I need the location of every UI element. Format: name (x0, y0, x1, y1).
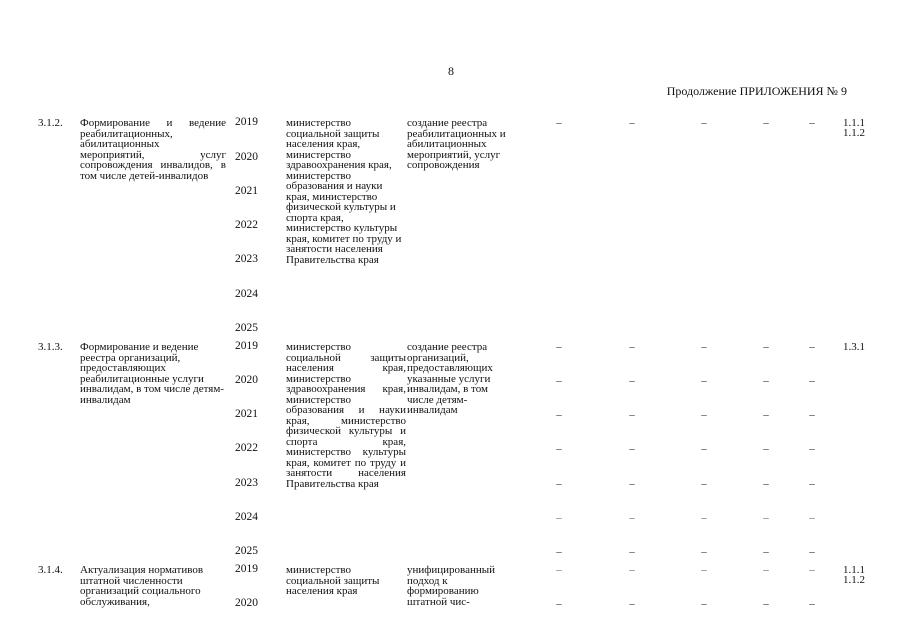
year: 2024 (235, 288, 258, 300)
dash: – (556, 443, 562, 455)
dash: – (701, 117, 707, 129)
dash: – (763, 564, 769, 576)
year: 2023 (235, 253, 258, 265)
continuation-title: Продолжение ПРИЛОЖЕНИЯ № 9 (666, 84, 847, 98)
year: 2019 (235, 340, 258, 352)
expected-result: унифицированный подход к формированию штатной чис- (407, 564, 496, 608)
dash: – (629, 512, 635, 524)
dash: – (809, 341, 815, 353)
dash: – (701, 341, 707, 353)
dash: – (556, 375, 562, 387)
activity-name: Актуализация нормативов штатной численности организаций социального обслуживания, (80, 564, 204, 608)
year: 2020 (235, 597, 258, 609)
dash: – (629, 341, 635, 353)
year: 2022 (235, 219, 258, 231)
responsible-executor: министерство социальной защиты населения края, министерство здравоохранения края, министерство образования и науки края, министерство физической культуры и спорта края, министерство культуры края, комитет по труду и занятости населения Правительства края (286, 341, 406, 490)
activity-name: Формирование и ведение реестра организаций, предоставляющих реабилитационные услуги инвалидам, в том числе детям-инвалидам (80, 341, 224, 406)
dash: – (556, 341, 562, 353)
year: 2024 (235, 511, 258, 523)
year: 2025 (235, 545, 258, 557)
row-number: 3.1.3. (38, 341, 63, 353)
year: 2021 (235, 408, 258, 420)
dash: – (629, 478, 635, 490)
activity-name: Формирование и ведение реабилитационных, абилитационных мероприятий, услуг сопровождения инвалидов, в том числе детей-инвалидов (80, 117, 226, 182)
dash: – (701, 375, 707, 387)
dash: – (763, 117, 769, 129)
indicator-ref: 1.1.2 (843, 574, 865, 586)
dash: – (629, 409, 635, 421)
year: 2023 (235, 477, 258, 489)
year: 2020 (235, 374, 258, 386)
dash: – (809, 443, 815, 455)
dash: – (556, 512, 562, 524)
dash: – (629, 443, 635, 455)
dash: – (763, 443, 769, 455)
indicator-ref: 1.1.1 (843, 117, 865, 129)
row-number: 3.1.2. (38, 117, 63, 129)
dash: – (556, 564, 562, 576)
dash: – (809, 375, 815, 387)
dash: – (701, 546, 707, 558)
dash: – (629, 598, 635, 610)
year: 2025 (235, 322, 258, 334)
year: 2021 (235, 185, 258, 197)
dash: – (763, 546, 769, 558)
dash: – (701, 598, 707, 610)
indicator-ref: 1.1.1 (843, 564, 865, 576)
year: 2019 (235, 116, 258, 128)
dash: – (701, 564, 707, 576)
dash: – (701, 409, 707, 421)
year: 2022 (235, 442, 258, 454)
expected-result: создание реестра реабилитационных и абилитационных мероприятий, услуг сопровождения (407, 117, 506, 171)
year: 2019 (235, 563, 258, 575)
dash: – (763, 478, 769, 490)
responsible-executor: министерство социальной защиты населения края, министерство здравоохранения края, министерство образования и науки края, министерство физической культуры и спорта края, министерство культуры края, комитет по труду и занятости населения Правительства края (286, 117, 402, 266)
dash: – (763, 598, 769, 610)
responsible-executor: министерство социальной защиты населения края (286, 564, 380, 597)
dash: – (556, 478, 562, 490)
dash: – (629, 546, 635, 558)
dash: – (809, 512, 815, 524)
dash: – (763, 409, 769, 421)
dash: – (809, 564, 815, 576)
dash: – (763, 512, 769, 524)
dash: – (701, 512, 707, 524)
year: 2020 (235, 151, 258, 163)
dash: – (629, 375, 635, 387)
dash: – (629, 117, 635, 129)
dash: – (809, 598, 815, 610)
row-number: 3.1.4. (38, 564, 63, 576)
indicator-ref: 1.1.2 (843, 127, 865, 139)
dash: – (556, 409, 562, 421)
dash: – (556, 546, 562, 558)
dash: – (763, 375, 769, 387)
dash: – (809, 478, 815, 490)
dash: – (556, 117, 562, 129)
dash: – (809, 546, 815, 558)
dash: – (701, 478, 707, 490)
dash: – (763, 341, 769, 353)
expected-result: создание реестра организаций, предоставляющих указанные услуги инвалидам, в том числе детям-инвалидам (407, 341, 493, 416)
dash: – (556, 598, 562, 610)
dash: – (809, 117, 815, 129)
page-number: 8 (448, 64, 454, 78)
indicator-ref: 1.3.1 (843, 341, 865, 353)
dash: – (809, 409, 815, 421)
dash: – (701, 443, 707, 455)
dash: – (629, 564, 635, 576)
